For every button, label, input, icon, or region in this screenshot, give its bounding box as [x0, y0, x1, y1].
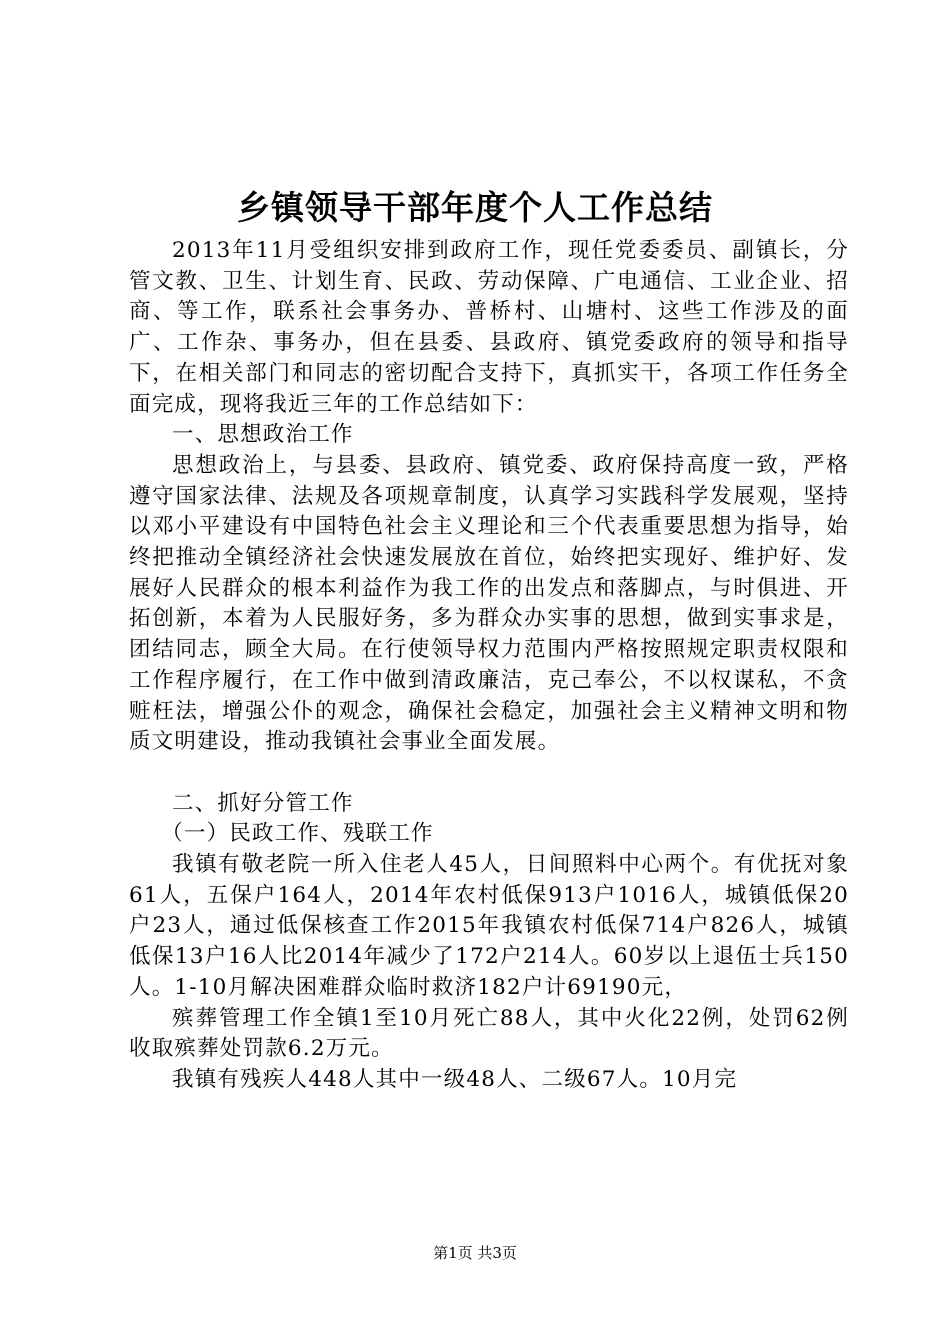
- paragraph-disabled-persons: 我镇有残疾人448人其中一级48人、二级67人。10月完: [172, 1066, 738, 1092]
- subsection-heading-2-1: （一）民政工作、残联工作: [161, 821, 434, 847]
- document-body: [129, 236, 849, 1096]
- section-heading-1: 一、思想政治工作: [172, 422, 354, 448]
- paragraph-spacer: [129, 758, 849, 789]
- paragraph-funeral-management: 殡葬管理工作全镇1至10月死亡88人，其中火化22例，处罚62例收取殡葬处罚款6.2万元。: [129, 1005, 849, 1062]
- paragraph-civil-affairs: 我镇有敬老院一所入住老人45人，日间照料中心两个。有优抚对象61人，五保户164人，2014年农村低保913户1016人，城镇低保20户23人，通过低保核查工作2015年我镇农村低保714户826人，城镇低保13户16人比2014年减少了172户214人。60岁以上退伍士兵150人。1-10月解决困难群众临时救济182户计69190元，: [129, 852, 849, 1000]
- intro-paragraph: 2013年11月受组织安排到政府工作，现任党委委员、副镇长，分管文教、卫生、计划生育、民政、劳动保障、广电通信、工业企业、招商、等工作，联系社会事务办、普桥村、山塘村、这些工作涉及的面广、工作杂、事务办，但在县委、县政府、镇党委政府的领导和指导下，在相关部门和同志的密切配合支持下，真抓实干，各项工作任务全面完成，现将我近三年的工作总结如下：: [129, 238, 849, 417]
- page-number-footer: 第1页 共3页: [433, 1244, 517, 1262]
- paragraph-political-work: 思想政治上，与县委、县政府、镇党委、政府保持高度一致，严格遵守国家法律、法规及各项规章制度，认真学习实践科学发展观，坚持以邓小平建设有中国特色社会主义理论和三个代表重要思想为指导，始终把推动全镇经济社会快速发展放在首位，始终把实现好、维护好、发展好人民群众的根本利益作为我工作的出发点和落脚点，与时俱进、开拓创新，本着为人民服好务，多为群众办实事的思想，做到实事求是，团结同志，顾全大局。在行使领导权力范围内严格按照规定职责权限和工作程序履行，在工作中做到清政廉洁，克己奉公，不以权谋私，不贪赃枉法，增强公仆的观念，确保社会稳定，加强社会主义精神文明和物质文明建设，推动我镇社会事业全面发展。: [129, 452, 849, 755]
- section-heading-2: 二、抓好分管工作: [172, 790, 354, 816]
- document-title: 乡镇领导干部年度个人工作总结: [237, 188, 713, 227]
